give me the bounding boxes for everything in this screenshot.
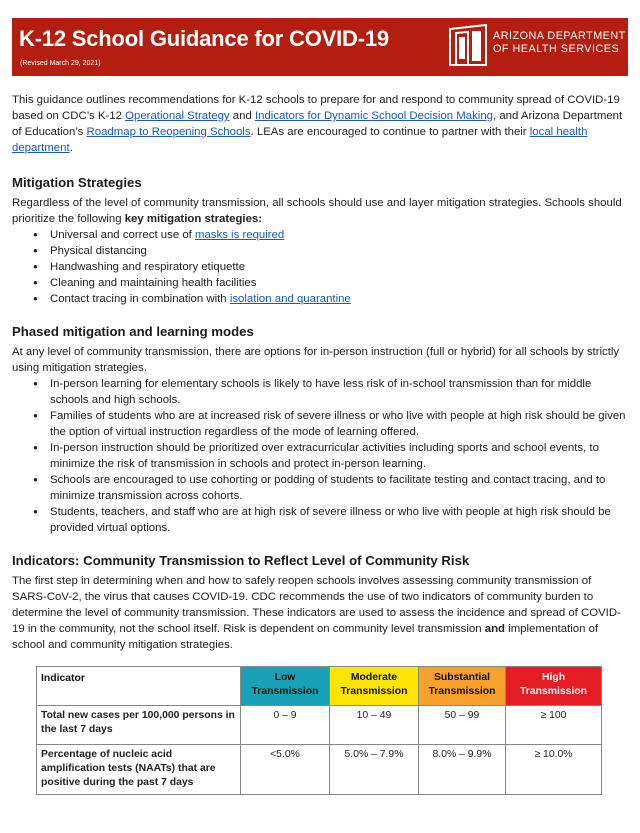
list-item: ● Families of students who are at increased risk of severe illness or who live with people at high risk should be given the option of virtual instruction regardless of the mode of learning offered. [33, 408, 628, 440]
list-item: ● In-person instruction should be prioritized over extracurricular activities including sports and school events, to minimize the risk of transmission in schools and protect in-person learning. [33, 440, 628, 472]
list-item: ● Physical distancing [33, 243, 628, 259]
header-high-transmission: High Transmission [506, 667, 602, 706]
operational-strategy-link[interactable]: Operational Strategy [125, 110, 230, 122]
mitigation-heading: Mitigation Strategies [12, 175, 142, 190]
cell-high: ≥ 10.0% [506, 745, 602, 795]
adhs-logo-text: ARIZONA DEPARTMENT OF HEALTH SERVICES [493, 30, 626, 55]
header-indicator: Indicator [37, 667, 241, 706]
indicators-link[interactable]: Indicators for Dynamic School Decision Making [254, 110, 493, 122]
table-row [37, 706, 602, 745]
indicators-paragraph: The first step in determining when and how to safely reopen schools involves assessing community transmission of SARS-CoV-2, the virus that causes COVID-19. CDC recommends the use of two indicators of community burden to determine the level of community transmission. These indicators are used to assess the incidence and spread of COVID-19 in the community, not the school itself. Risk is dependent on community level transmission and implementation of school and community mitigation strategies. [12, 575, 621, 651]
row-label: Total new cases per 100,000 persons in the last 7 days [37, 706, 241, 745]
adhs-logo-icon [448, 23, 488, 67]
header-low-transmission: Low Transmission [241, 667, 330, 706]
cell-substantial: 8.0% – 9.9% [419, 745, 506, 795]
phased-heading: Phased mitigation and learning modes [12, 324, 254, 339]
transmission-table [36, 666, 602, 795]
isolation-quarantine-link[interactable]: isolation and quarantine [229, 293, 351, 305]
table-row [37, 745, 602, 795]
cell-substantial: 50 – 99 [419, 706, 506, 745]
phased-list [33, 376, 628, 536]
header-substantial-transmission: Substantial Transmission [419, 667, 506, 706]
list-item: ● Schools are encouraged to use cohorting or podding of students to facilitate testing and contact tracing, and to minimize transmission across cohorts. [33, 472, 628, 504]
cell-high: ≥ 100 [506, 706, 602, 745]
mitigation-list [33, 227, 628, 307]
table-header-row [37, 667, 602, 706]
indicators-heading: Indicators: Community Transmission to Reflect Level of Community Risk [12, 553, 470, 568]
roadmap-link[interactable]: Roadmap to Reopening Schools [86, 126, 251, 138]
page-title: K-12 School Guidance for COVID-19 [19, 26, 389, 51]
list-item: ● Cleaning and maintaining health facilities [33, 275, 628, 291]
row-label: Percentage of nucleic acid amplification tests (NAATs) that are positive during the past 7 days [37, 745, 241, 795]
masks-required-link[interactable]: masks is required [194, 229, 285, 241]
cell-moderate: 10 – 49 [330, 706, 419, 745]
header-moderate-transmission: Moderate Transmission [330, 667, 419, 706]
list-item: ● Students, teachers, and staff who are at high risk of severe illness or who live with people at high risk should be provided virtual options. [33, 504, 628, 536]
document-body [12, 92, 628, 795]
phased-paragraph: At any level of community transmission, there are options for in-person instruction (full or hybrid) for all schools by strictly using mitigation strategies. [12, 346, 620, 374]
intro-paragraph: This guidance outlines recommendations for K-12 schools to prepare for and respond to community spread of COVID-19 based on CDC’s K-12 Operational Strategy and Indicators for Dynamic School Decision Making, and Arizona Department of Education’s Roadmap to Reopening Schools. LEAs are encouraged to continue to partner with their local health department. [12, 94, 623, 154]
list-item: ● Universal and correct use of masks is required [33, 227, 628, 243]
mitigation-paragraph: Regardless of the level of community transmission, all schools should use and layer mitigation strategies. Schools should prioritize the following key mitigation strategies: [12, 197, 622, 225]
cell-low: <5.0% [241, 745, 330, 795]
page-header [12, 18, 628, 76]
cell-low: 0 – 9 [241, 706, 330, 745]
revision-date: (Revised March 29, 2021) [20, 60, 101, 67]
list-item: ● In-person learning for elementary schools is likely to have less risk of in-school transmission than for middle schools and high schools. [33, 376, 628, 408]
list-item: ● Handwashing and respiratory etiquette [33, 259, 628, 275]
cell-moderate: 5.0% – 7.9% [330, 745, 419, 795]
list-item: ● Contact tracing in combination with isolation and quarantine [33, 291, 628, 307]
local-health-department-link[interactable]: local health department [12, 126, 588, 154]
